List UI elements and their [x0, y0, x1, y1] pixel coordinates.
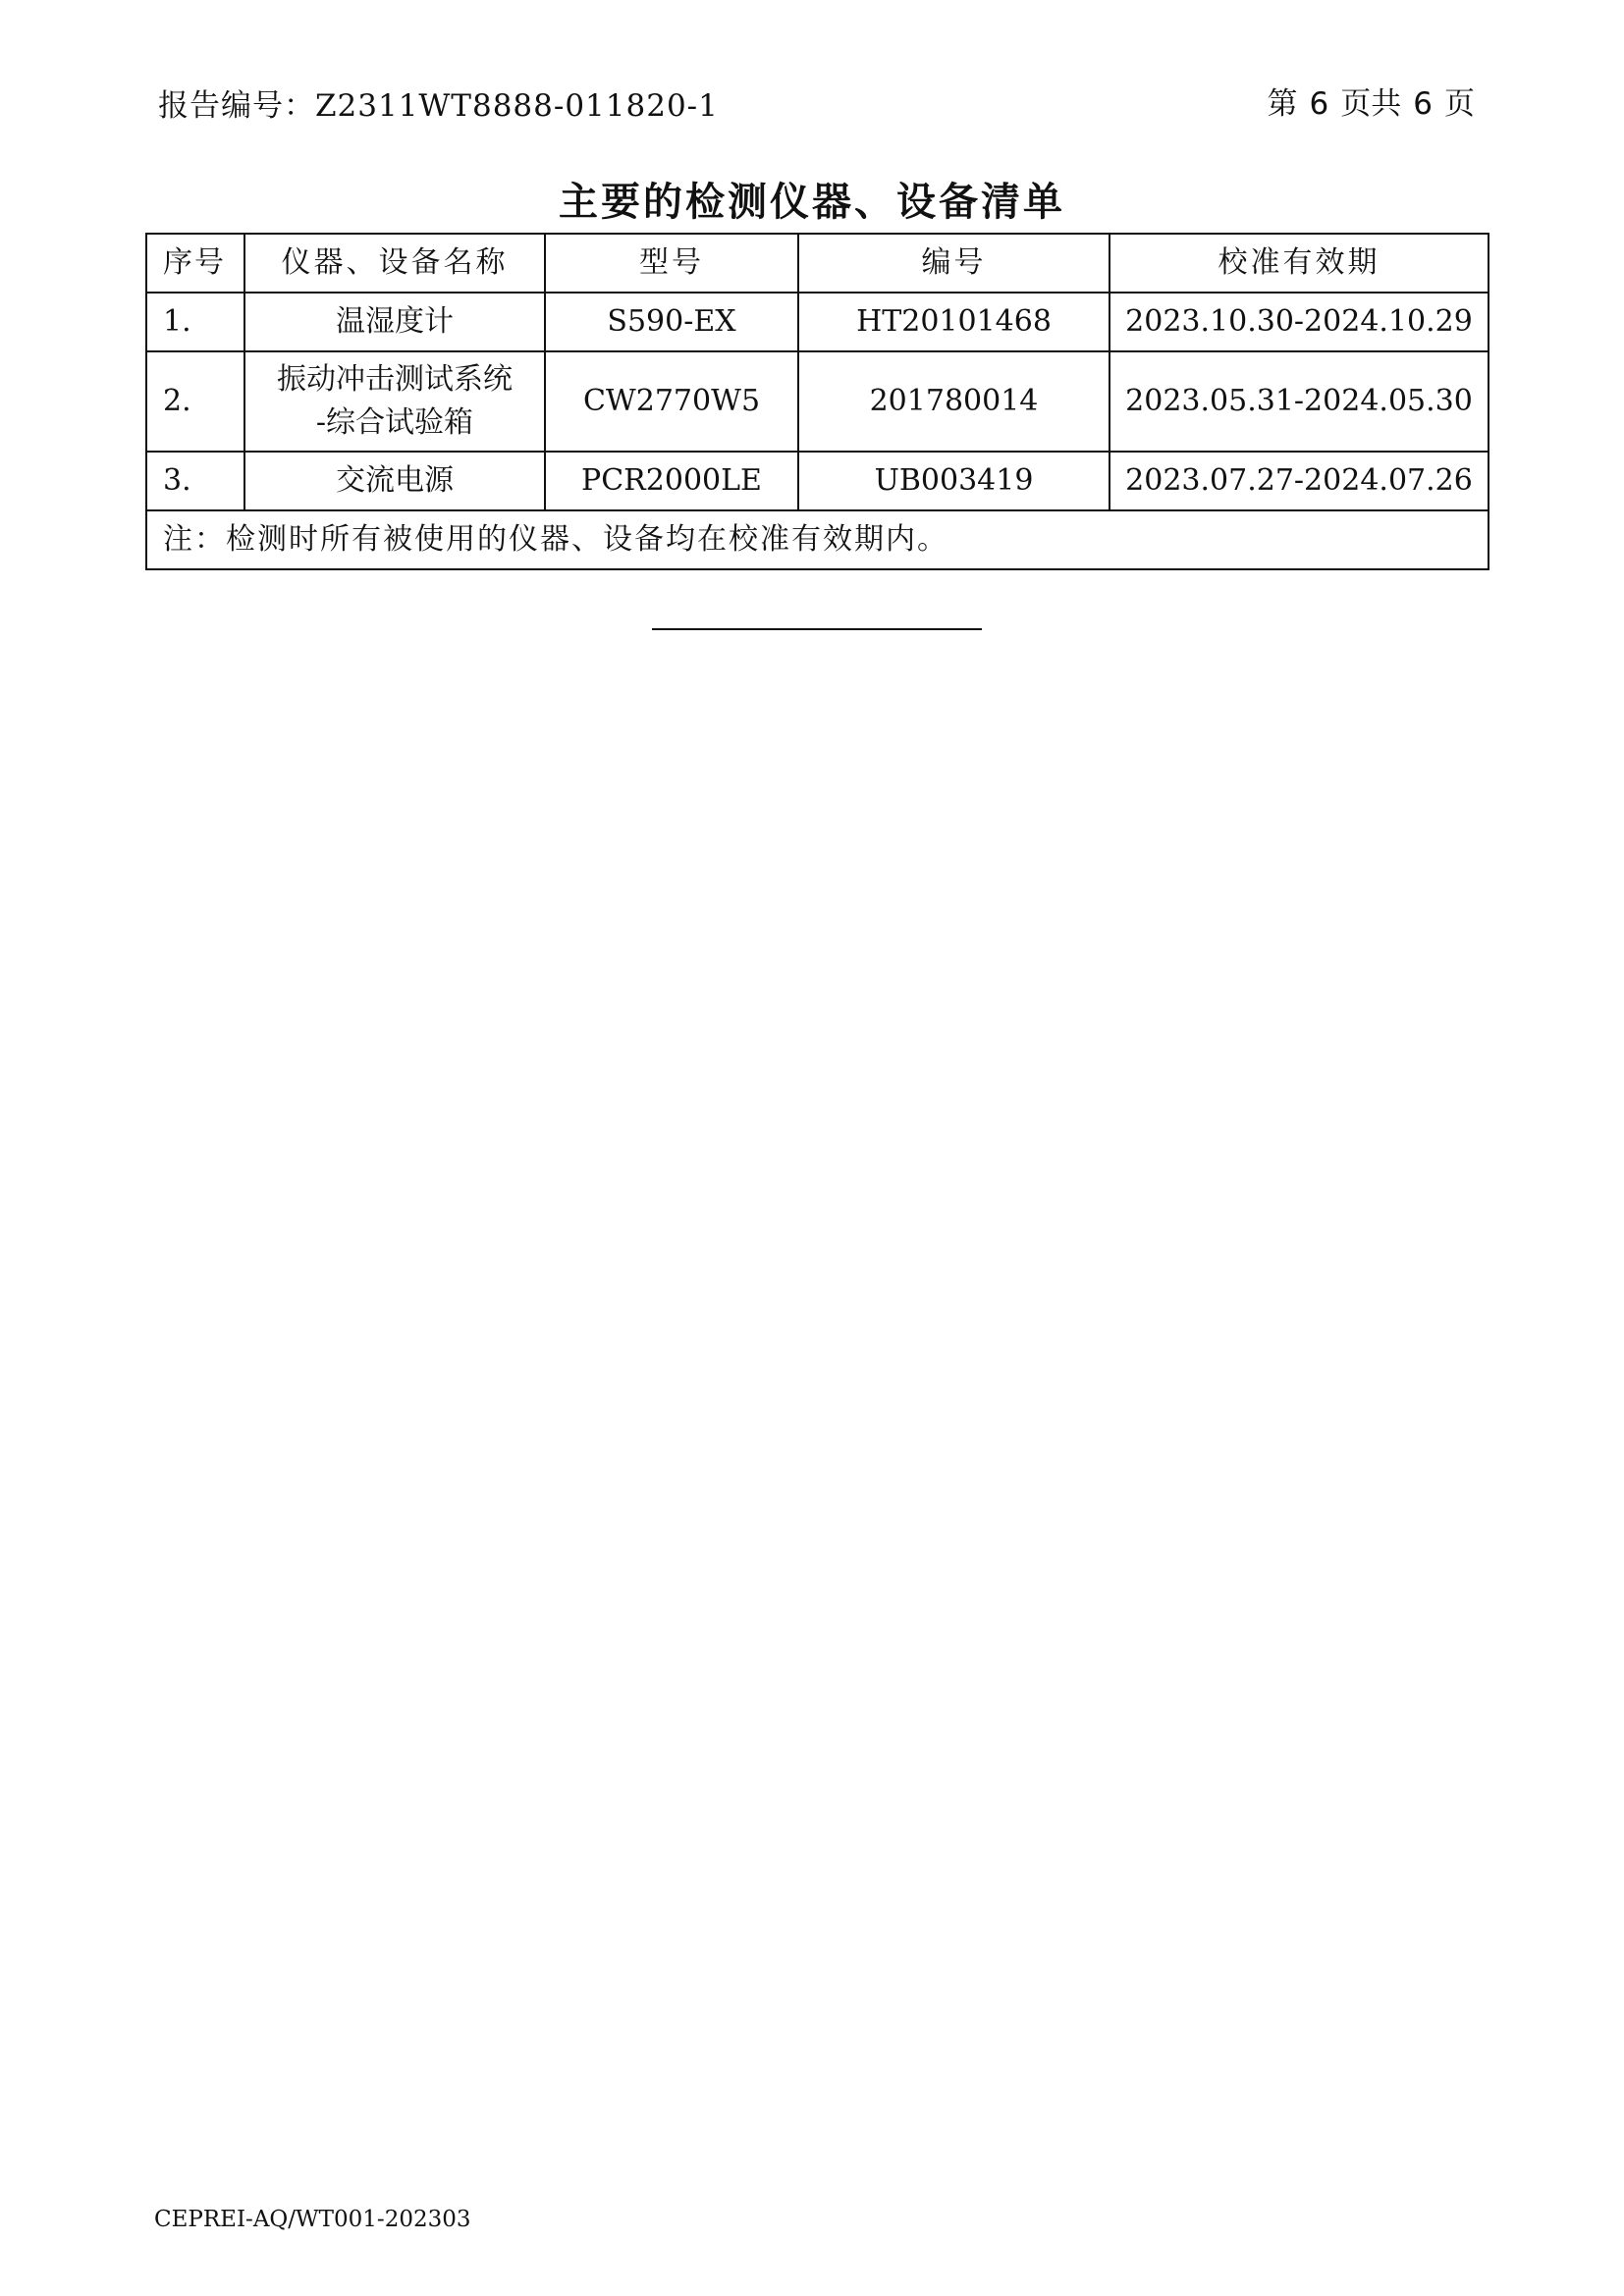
page-title: 主要的检测仪器、设备清单: [559, 179, 1065, 225]
equipment-name: 温湿度计: [244, 293, 545, 351]
page-current: 6: [1309, 86, 1329, 122]
table-row: [146, 452, 1489, 510]
equipment-name-line1: 振动冲击测试系统: [277, 362, 513, 397]
row-index: 1.: [146, 293, 244, 351]
equipment-table: [145, 233, 1489, 570]
page-total: 6: [1413, 86, 1433, 122]
page-mid: 页共: [1340, 86, 1402, 122]
row-index: 2.: [146, 351, 244, 452]
calibration-validity: 2023.10.30-2024.10.29: [1110, 293, 1489, 351]
row-index: 3.: [146, 452, 244, 510]
page-indicator: [1268, 79, 1475, 123]
equipment-name: 交流电源: [244, 452, 545, 510]
equipment-model: CW2770W5: [545, 351, 798, 452]
column-header-index: 序号: [146, 234, 244, 293]
equipment-name-line2: -综合试验箱: [315, 405, 474, 440]
report-number: 报告编号：Z2311WT8888-011820-1: [158, 88, 719, 124]
form-code: CEPREI-AQ/WT001-202303: [154, 2207, 471, 2232]
column-header-name: 仪器、设备名称: [244, 234, 545, 293]
equipment-model: PCR2000LE: [545, 452, 798, 510]
calibration-validity: 2023.05.31-2024.05.30: [1110, 351, 1489, 452]
equipment-name: [244, 351, 545, 452]
column-header-model: 型号: [545, 234, 798, 293]
equipment-serial: HT20101468: [798, 293, 1110, 351]
page-suffix: 页: [1444, 86, 1475, 122]
table-header-row: [146, 234, 1489, 293]
end-of-report-rule: [652, 628, 982, 630]
column-header-serial: 编号: [798, 234, 1110, 293]
calibration-validity: 2023.07.27-2024.07.26: [1110, 452, 1489, 510]
equipment-serial: UB003419: [798, 452, 1110, 510]
table-note-row: [146, 510, 1489, 569]
table-note: 注：检测时所有被使用的仪器、设备均在校准有效期内。: [146, 510, 1489, 569]
equipment-serial: 201780014: [798, 351, 1110, 452]
table-row: [146, 351, 1489, 452]
equipment-model: S590-EX: [545, 293, 798, 351]
page-prefix: 第: [1267, 86, 1298, 122]
table-row: [146, 293, 1489, 351]
column-header-validity: 校准有效期: [1110, 234, 1489, 293]
